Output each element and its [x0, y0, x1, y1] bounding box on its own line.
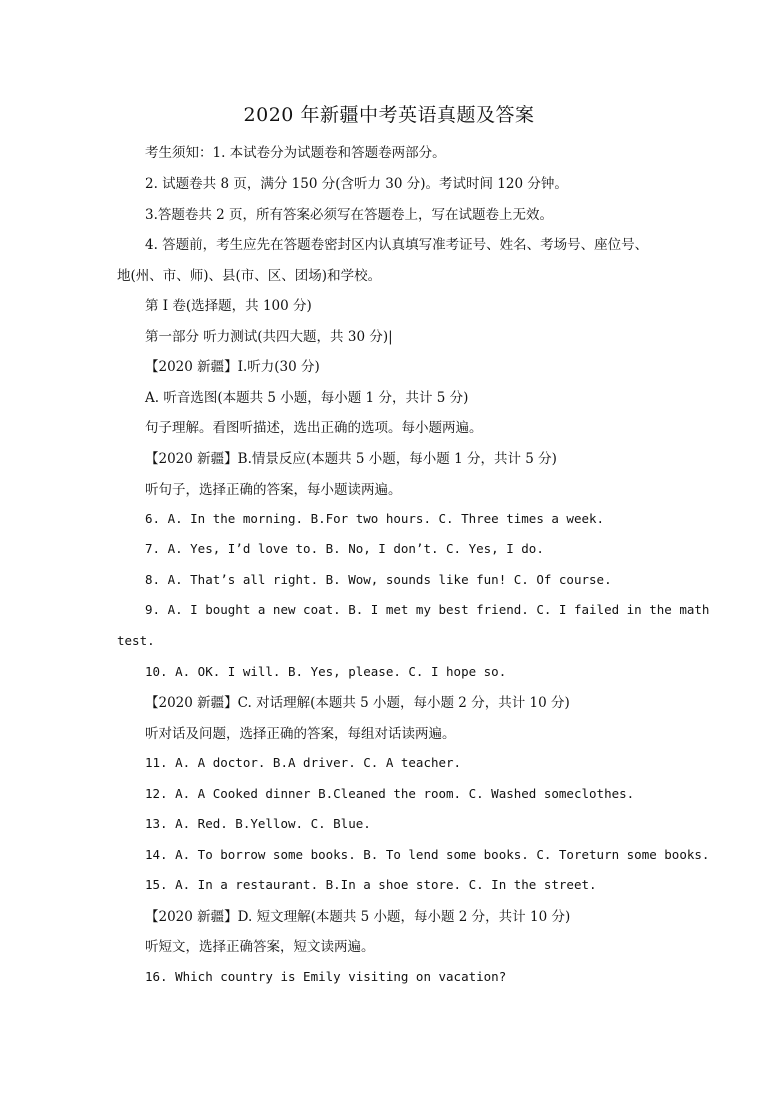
question-line: 10. A. OK. I will. B. Yes, please. C. I hope so. [145, 664, 507, 679]
text-line: 地(州、市、师)、县(市、区、团场)和学校。 [117, 268, 382, 284]
text-line: 4. 答题前，考生应先在答题卷密封区内认真填写准考证号、姓名、考场号、座位号、 [145, 237, 649, 253]
text-line: 听短文，选择正确答案，短文读两遍。 [145, 939, 375, 955]
text-line: 第 I 卷(选择题，共 100 分) [145, 298, 312, 314]
text-line: 第一部分 听力测试(共四大题，共 30 分)| [145, 329, 393, 345]
text-line: 考生须知：1. 本试卷分为试题卷和答题卷两部分。 [145, 145, 446, 161]
question-line: 8. A. That’s all right. B. Wow, sounds like fun! C. Of course. [145, 572, 612, 587]
text-line: 【2020 新疆】D. 短文理解(本题共 5 小题，每小题 2 分，共计 10 分) [145, 909, 571, 925]
question-line: 6. A. In the morning. B.For two hours. C. Three times a week. [145, 511, 605, 526]
question-line: 9. A. I bought a new coat. B. I met my best friend. C. I failed in the math [145, 602, 710, 617]
question-line: 14. A. To borrow some books. B. To lend some books. C. Toreturn some books. [145, 847, 710, 862]
text-line: 句子理解。看图听描述，选出正确的选项。每小题两遍。 [145, 420, 483, 436]
text-line: 听句子，选择正确的答案，每小题读两遍。 [145, 482, 402, 498]
question-line: test. [117, 633, 155, 648]
text-line: 【2020 新疆】I.听力(30 分) [145, 359, 320, 375]
question-line: 12. A. A Cooked dinner B.Cleaned the room. C. Washed someclothes. [145, 786, 635, 801]
document-title: 2020 年新疆中考英语真题及答案 [243, 104, 535, 126]
text-line: 【2020 新疆】C. 对话理解(本题共 5 小题，每小题 2 分，共计 10 分) [145, 695, 570, 711]
question-line: 13. A. Red. B.Yellow. C. Blue. [145, 816, 371, 831]
text-line: 2. 试题卷共 8 页，满分 150 分(含听力 30 分)。考试时间 120 分钟。 [145, 176, 568, 192]
question-line: 7. A. Yes, I’d love to. B. No, I don’t. C. Yes, I do. [145, 541, 544, 556]
question-line: 16. Which country is Emily visiting on vacation? [145, 969, 507, 984]
text-line: 【2020 新疆】B.情景反应(本题共 5 小题，每小题 1 分，共计 5 分) [145, 451, 557, 467]
text-line: 听对话及问题，选择正确的答案，每组对话读两遍。 [145, 726, 456, 742]
question-line: 15. A. In a restaurant. B.In a shoe store. C. In the street. [145, 877, 597, 892]
text-line: 3.答题卷共 2 页，所有答案必须写在答题卷上，写在试题卷上无效。 [145, 207, 554, 223]
text-line: A. 听音选图(本题共 5 小题，每小题 1 分，共计 5 分) [145, 390, 469, 406]
question-line: 11. A. A doctor. B.A driver. C. A teacher. [145, 755, 462, 770]
